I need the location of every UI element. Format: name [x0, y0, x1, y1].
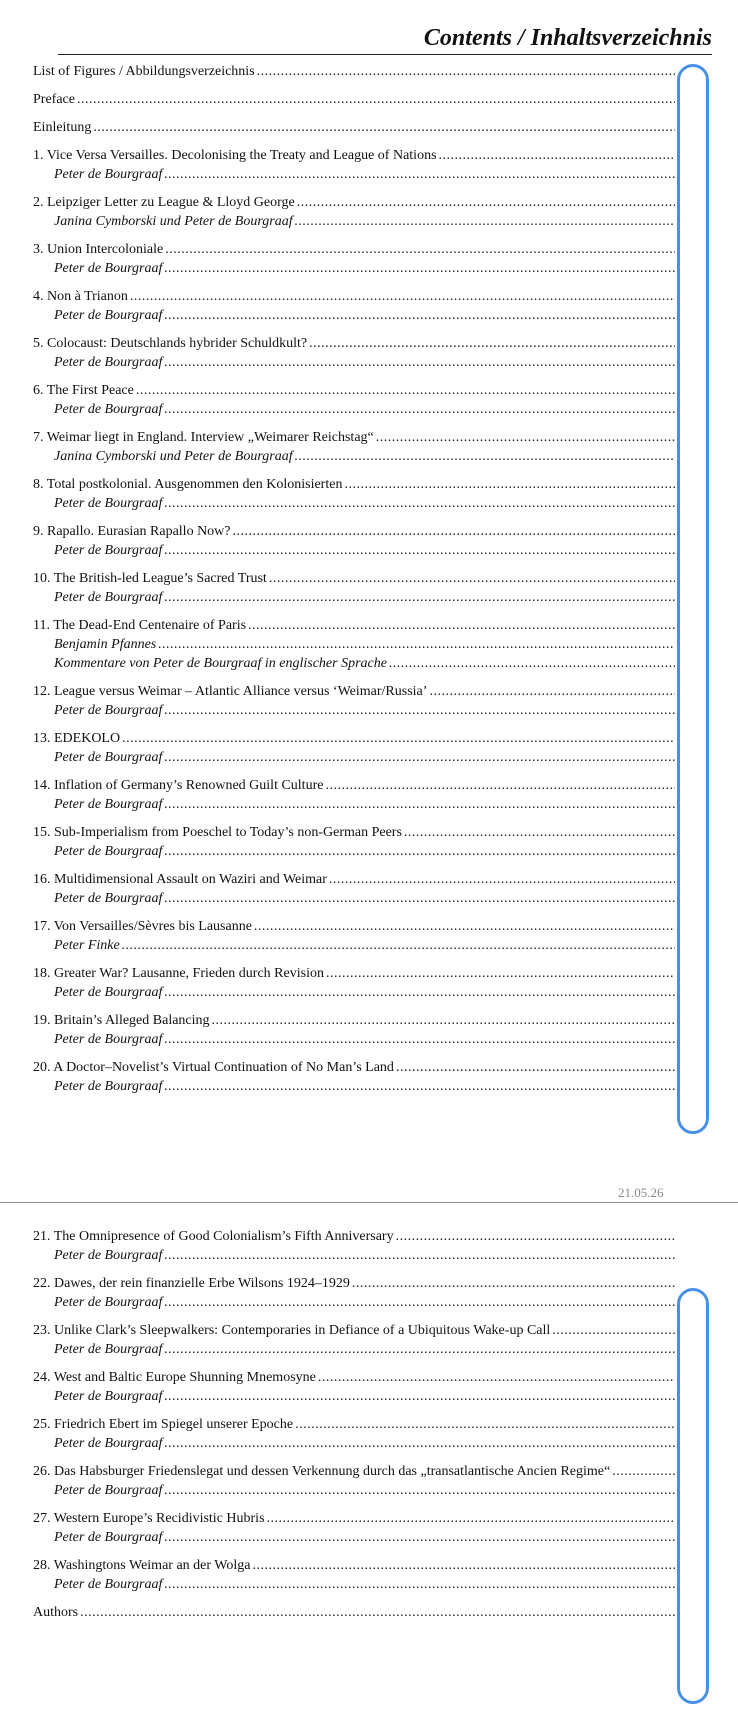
toc-entry-title-line[interactable]	[33, 118, 675, 137]
toc-entry-author: Peter de Bourgraaf	[54, 590, 163, 605]
dot-leader	[164, 259, 675, 278]
toc-entry-title-line[interactable]	[33, 776, 675, 795]
toc-entry-title-line[interactable]	[33, 240, 675, 259]
dot-leader	[164, 983, 675, 1002]
toc-entry-title: 27. Western Europe’s Recidivistic Hubris	[33, 1511, 265, 1526]
toc-entry-author-line[interactable]	[33, 494, 675, 513]
toc-entry-author: Peter de Bourgraaf	[54, 750, 163, 765]
dot-leader	[122, 936, 675, 955]
toc-entry-author-line[interactable]	[33, 1077, 675, 1096]
toc-entry-title-line[interactable]	[33, 334, 675, 353]
toc-entry[interactable]	[33, 1321, 675, 1359]
dot-leader	[257, 62, 675, 81]
dot-leader	[164, 889, 675, 908]
dot-leader	[164, 1293, 675, 1312]
selection-bracket	[677, 64, 709, 1134]
toc-entry-title-line[interactable]	[33, 1415, 675, 1434]
dot-leader	[164, 1077, 675, 1096]
dot-leader	[164, 1481, 675, 1500]
toc-entry-title: 13. EDEKOLO	[33, 731, 121, 746]
dot-leader	[164, 748, 675, 767]
toc-entry-title-line[interactable]	[33, 823, 675, 842]
dot-leader	[130, 287, 675, 306]
toc-entry-author: Peter de Bourgraaf	[54, 355, 163, 370]
toc-entry-author: Peter de Bourgraaf	[54, 1389, 163, 1404]
toc-entry-title: 21. The Omnipresence of Good Colonialism’s Fifth Anniversary	[33, 1229, 394, 1244]
dot-leader	[248, 616, 675, 635]
toc-entry-author: Peter de Bourgraaf	[54, 1342, 163, 1357]
toc-entry-author: Peter de Bourgraaf	[54, 261, 163, 276]
dot-leader	[164, 1575, 675, 1594]
toc-entry-author: Peter de Bourgraaf	[54, 844, 163, 859]
dot-leader	[164, 701, 675, 720]
toc-entry[interactable]	[33, 1058, 675, 1096]
dot-leader	[429, 682, 675, 701]
dot-leader	[297, 193, 675, 212]
toc-entry[interactable]	[33, 334, 675, 372]
toc-entry[interactable]	[33, 522, 675, 560]
toc-entry-author: Peter de Bourgraaf	[54, 1032, 163, 1047]
dot-leader	[122, 729, 675, 748]
toc-entry-author-line[interactable]	[33, 1434, 675, 1453]
dot-leader	[326, 964, 675, 983]
toc-entry-title: 15. Sub-Imperialism from Poeschel to Today’s non-German Peers	[33, 825, 402, 840]
toc-entry[interactable]	[33, 1462, 675, 1500]
dot-leader	[93, 118, 675, 137]
toc-list-page-2	[33, 1227, 675, 1631]
toc-entry[interactable]	[33, 62, 675, 81]
toc-entry[interactable]	[33, 1227, 675, 1265]
toc-entry-title: 11. The Dead-End Centenaire of Paris	[33, 618, 247, 633]
toc-entry[interactable]	[33, 964, 675, 1002]
toc-entry-author-line[interactable]	[33, 353, 675, 372]
toc-entry-title-line[interactable]	[33, 475, 675, 494]
dot-leader	[612, 1462, 675, 1481]
toc-entry[interactable]	[33, 118, 675, 137]
toc-entry[interactable]	[33, 616, 675, 673]
toc-entry-title: 25. Friedrich Ebert im Spiegel unserer Epoche	[33, 1417, 294, 1432]
toc-entry[interactable]	[33, 240, 675, 278]
dot-leader	[295, 212, 675, 231]
dot-leader	[164, 165, 675, 184]
dot-leader	[233, 522, 675, 541]
toc-entry-title: 18. Greater War? Lausanne, Frieden durch Revision	[33, 966, 324, 981]
dot-leader	[164, 494, 675, 513]
toc-entry[interactable]	[33, 1368, 675, 1406]
dot-leader	[396, 1058, 675, 1077]
dot-leader	[136, 381, 675, 400]
toc-entry[interactable]	[33, 1011, 675, 1049]
dot-leader	[439, 146, 675, 165]
dot-leader	[252, 1556, 675, 1575]
toc-entry[interactable]	[33, 90, 675, 109]
toc-entry[interactable]	[33, 428, 675, 466]
toc-entry-author-line[interactable]	[33, 748, 675, 767]
dot-leader	[165, 240, 675, 259]
toc-entry-author: Peter de Bourgraaf	[54, 985, 163, 1000]
toc-entry-title: Einleitung	[33, 120, 92, 135]
toc-entry-title-line[interactable]	[33, 682, 675, 701]
toc-entry-title: 19. Britain’s Alleged Balancing	[33, 1013, 210, 1028]
dot-leader	[164, 1246, 675, 1265]
dot-leader	[164, 306, 675, 325]
toc-entry-author: Peter de Bourgraaf	[54, 543, 163, 558]
toc-entry-author: Peter de Bourgraaf	[54, 1483, 163, 1498]
toc-entry-author: Kommentare von Peter de Bourgraaf in englischer Sprache	[54, 656, 387, 671]
toc-entry-author-line[interactable]	[33, 306, 675, 325]
dot-leader	[325, 776, 675, 795]
toc-entry[interactable]	[33, 287, 675, 325]
toc-entry[interactable]	[33, 682, 675, 720]
toc-entry-author-line[interactable]	[33, 447, 675, 466]
toc-entry-title-line[interactable]	[33, 569, 675, 588]
dot-leader	[164, 1340, 675, 1359]
toc-entry-title-line[interactable]	[33, 1058, 675, 1077]
toc-entry-author-line[interactable]	[33, 983, 675, 1002]
toc-entry-author: Peter de Bourgraaf	[54, 308, 163, 323]
toc-entry-title: 10. The British-led League’s Sacred Trust	[33, 571, 267, 586]
toc-entry-author-line[interactable]	[33, 541, 675, 560]
toc-entry-title: 16. Multidimensional Assault on Waziri and Weimar	[33, 872, 327, 887]
toc-entry[interactable]	[33, 1274, 675, 1312]
toc-entry-author: Peter de Bourgraaf	[54, 891, 163, 906]
dot-leader	[404, 823, 675, 842]
dot-leader	[164, 842, 675, 861]
dot-leader	[269, 569, 675, 588]
dot-leader	[389, 654, 675, 673]
toc-entry-title: 20. A Doctor–Novelist’s Virtual Continuation of No Man’s Land	[33, 1060, 394, 1075]
toc-entry-title-line[interactable]	[33, 90, 675, 109]
toc-entry-author-line[interactable]	[33, 1340, 675, 1359]
dot-leader	[164, 1434, 675, 1453]
toc-entry[interactable]	[33, 193, 675, 231]
toc-entry-title: List of Figures / Abbildungsverzeichnis	[33, 64, 255, 79]
toc-entry[interactable]	[33, 569, 675, 607]
dot-leader	[295, 447, 675, 466]
dot-leader	[396, 1227, 675, 1246]
dot-leader	[77, 90, 675, 109]
toc-entry-title-line[interactable]	[33, 1603, 675, 1622]
toc-entry-title-line[interactable]	[33, 287, 675, 306]
toc-entry[interactable]	[33, 870, 675, 908]
toc-entry-title-line[interactable]	[33, 1368, 675, 1387]
toc-entry-author: Janina Cymborski und Peter de Bourgraaf	[54, 214, 293, 229]
toc-entry-author-line[interactable]	[33, 1030, 675, 1049]
toc-entry-author: Peter de Bourgraaf	[54, 1436, 163, 1451]
toc-entry-title: 17. Von Versailles/Sèvres bis Lausanne	[33, 919, 252, 934]
dot-leader	[158, 635, 675, 654]
toc-entry[interactable]	[33, 729, 675, 767]
toc-entry-title: 9. Rapallo. Eurasian Rapallo Now?	[33, 524, 231, 539]
contents-heading: Contents / Inhaltsverzeichnis	[58, 22, 712, 55]
toc-entry-author: Peter de Bourgraaf	[54, 1577, 163, 1592]
toc-entry-author-line[interactable]	[33, 936, 675, 955]
toc-entry[interactable]	[33, 381, 675, 419]
toc-entry-title-line[interactable]	[33, 146, 675, 165]
dot-leader	[254, 917, 675, 936]
toc-entry[interactable]	[33, 1509, 675, 1547]
toc-entry-title: 28. Washingtons Weimar an der Wolga	[33, 1558, 251, 1573]
toc-entry-author: Peter de Bourgraaf	[54, 1079, 163, 1094]
toc-entry-title-line[interactable]	[33, 1509, 675, 1528]
toc-entry[interactable]	[33, 1603, 675, 1622]
selection-bracket	[677, 1288, 709, 1704]
toc-list-page-1	[33, 62, 675, 1105]
dot-leader	[164, 588, 675, 607]
toc-entry-title-line[interactable]	[33, 62, 675, 81]
toc-entry-author-line[interactable]	[33, 701, 675, 720]
toc-entry-author-line[interactable]	[33, 795, 675, 814]
toc-entry-title: 4. Non à Trianon	[33, 289, 128, 304]
toc-entry[interactable]	[33, 823, 675, 861]
toc-entry-author-line[interactable]	[33, 1528, 675, 1547]
toc-entry-author-line[interactable]	[33, 259, 675, 278]
toc-entry-author: Peter de Bourgraaf	[54, 797, 163, 812]
toc-entry-title: 6. The First Peace	[33, 383, 134, 398]
toc-entry-title: 5. Colocaust: Deutschlands hybrider Schuldkult?	[33, 336, 308, 351]
toc-entry-author: Janina Cymborski und Peter de Bourgraaf	[54, 449, 293, 464]
toc-entry-author-line[interactable]	[33, 1575, 675, 1594]
toc-entry-author: Peter de Bourgraaf	[54, 1295, 163, 1310]
dot-leader	[318, 1368, 675, 1387]
dot-leader	[344, 475, 675, 494]
toc-entry[interactable]	[33, 146, 675, 184]
toc-entry-title: Authors	[33, 1605, 79, 1620]
toc-entry-title-line[interactable]	[33, 1227, 675, 1246]
toc-entry-author-line[interactable]	[33, 1481, 675, 1500]
toc-entry-title-line[interactable]	[33, 616, 675, 635]
dot-leader	[164, 1528, 675, 1547]
toc-entry-title-line[interactable]	[33, 964, 675, 983]
toc-entry-title: 22. Dawes, der rein finanzielle Erbe Wilsons 1924–1929	[33, 1276, 350, 1291]
toc-entry-title: Preface	[33, 92, 75, 107]
toc-entry-title: 3. Union Intercoloniale	[33, 242, 164, 257]
toc-entry-title-line[interactable]	[33, 193, 675, 212]
toc-entry-title: 24. West and Baltic Europe Shunning Mnemosyne	[33, 1370, 316, 1385]
toc-entry-author-line[interactable]	[33, 1387, 675, 1406]
toc-entry-author-line[interactable]	[33, 654, 675, 673]
page-2	[0, 1203, 738, 1732]
toc-entry-title: 7. Weimar liegt in England. Interview „Weimarer Reichstag“	[33, 430, 374, 445]
dot-leader	[309, 334, 675, 353]
toc-entry-title-line[interactable]	[33, 870, 675, 889]
toc-entry-author: Peter de Bourgraaf	[54, 1530, 163, 1545]
toc-entry-author-line[interactable]	[33, 842, 675, 861]
dot-leader	[164, 400, 675, 419]
toc-entry-author-line[interactable]	[33, 635, 675, 654]
toc-entry-author: Peter Finke	[54, 938, 120, 953]
toc-entry-title-line[interactable]	[33, 917, 675, 936]
toc-entry-author-line[interactable]	[33, 400, 675, 419]
toc-entry-title-line[interactable]	[33, 428, 675, 447]
toc-entry[interactable]	[33, 917, 675, 955]
toc-entry-title: 1. Vice Versa Versailles. Decolonising the Treaty and League of Nations	[33, 148, 437, 163]
toc-entry-title-line[interactable]	[33, 1011, 675, 1030]
toc-entry-title-line[interactable]	[33, 1462, 675, 1481]
toc-entry-author-line[interactable]	[33, 588, 675, 607]
dot-leader	[552, 1321, 675, 1340]
dot-leader	[295, 1415, 675, 1434]
dot-leader	[267, 1509, 675, 1528]
dot-leader	[164, 1387, 675, 1406]
dot-leader	[212, 1011, 675, 1030]
toc-entry-title-line[interactable]	[33, 522, 675, 541]
toc-entry-title: 23. Unlike Clark’s Sleepwalkers: Contemporaries in Defiance of a Ubiquitous Wake-up Call	[33, 1323, 551, 1338]
dot-leader	[164, 353, 675, 372]
toc-entry[interactable]	[33, 1415, 675, 1453]
toc-entry[interactable]	[33, 776, 675, 814]
toc-entry-title-line[interactable]	[33, 381, 675, 400]
toc-entry[interactable]	[33, 1556, 675, 1594]
toc-entry-title: 12. League versus Weimar – Atlantic Alliance versus ‘Weimar/Russia’	[33, 684, 428, 699]
toc-entry-author: Peter de Bourgraaf	[54, 167, 163, 182]
dot-leader	[80, 1603, 675, 1622]
toc-entry-title-line[interactable]	[33, 1321, 675, 1340]
toc-entry-author: Peter de Bourgraaf	[54, 1248, 163, 1263]
toc-entry-title: 14. Inflation of Germany’s Renowned Guilt Culture	[33, 778, 324, 793]
dot-leader	[164, 541, 675, 560]
toc-entry-title: 2. Leipziger Letter zu League & Lloyd George	[33, 195, 295, 210]
dot-leader	[376, 428, 675, 447]
toc-entry-author-line[interactable]	[33, 1246, 675, 1265]
toc-entry-title-line[interactable]	[33, 1556, 675, 1575]
page-date: 21.05.26	[618, 1185, 664, 1200]
toc-entry-author: Peter de Bourgraaf	[54, 703, 163, 718]
dot-leader	[164, 795, 675, 814]
toc-entry-author-line[interactable]	[33, 165, 675, 184]
toc-entry-author-line[interactable]	[33, 889, 675, 908]
toc-entry[interactable]	[33, 475, 675, 513]
dot-leader	[352, 1274, 675, 1293]
toc-entry-title-line[interactable]	[33, 1274, 675, 1293]
toc-entry-author: Benjamin Pfannes	[54, 637, 157, 652]
toc-entry-author: Peter de Bourgraaf	[54, 402, 163, 417]
toc-entry-title: 26. Das Habsburger Friedenslegat und dessen Verkennung durch das „transatlantische Ancien Regime“	[33, 1464, 611, 1479]
toc-entry-author-line[interactable]	[33, 212, 675, 231]
toc-entry-title-line[interactable]	[33, 729, 675, 748]
toc-entry-author-line[interactable]	[33, 1293, 675, 1312]
dot-leader	[329, 870, 675, 889]
toc-entry-title: 8. Total postkolonial. Ausgenommen den Kolonisierten	[33, 477, 343, 492]
toc-entry-author: Peter de Bourgraaf	[54, 496, 163, 511]
dot-leader	[164, 1030, 675, 1049]
